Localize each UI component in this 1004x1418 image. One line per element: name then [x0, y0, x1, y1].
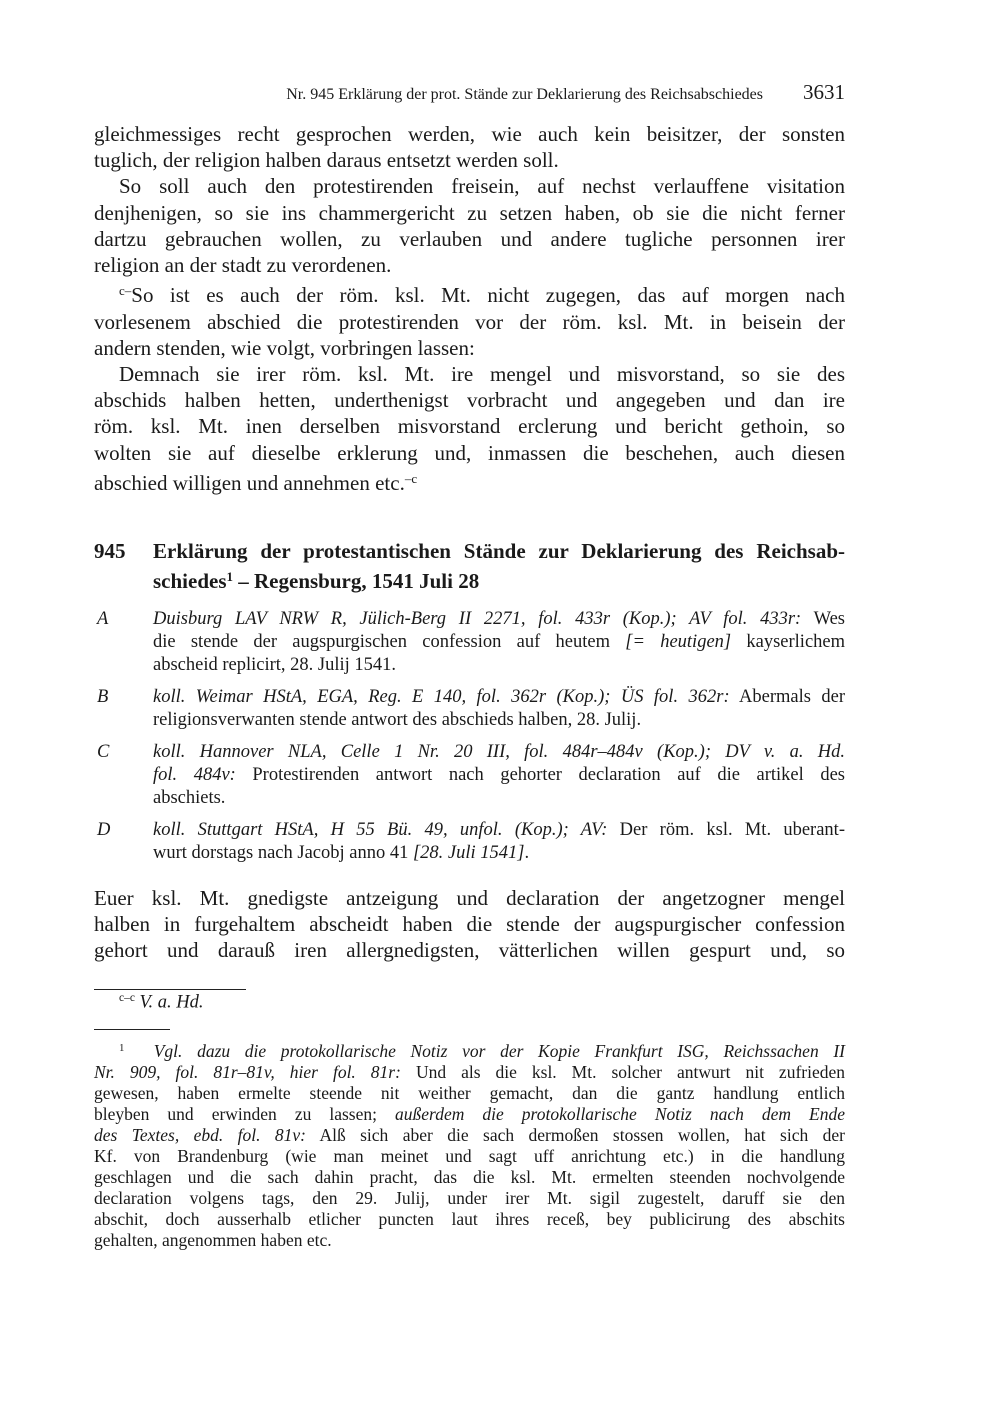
text-line — [94, 1209, 845, 1230]
page-number: 3631 — [803, 80, 845, 104]
text-line — [94, 200, 845, 226]
paragraph — [94, 173, 845, 278]
footnote-1 — [94, 1038, 845, 1251]
footnote-text: V. a. Hd. — [139, 992, 204, 1013]
document-heading — [94, 538, 845, 594]
text-segment: wolten sie auf dieselbe erklerung und, inmassen die beschehen, auch diesen — [94, 440, 845, 465]
running-head — [94, 80, 845, 108]
text-segment: religionsverwanten stende antwort des abschieds halben, 28. Julij. — [153, 710, 642, 730]
text-segment: abscheid replicirt, 28. Julij 1541. — [153, 655, 397, 675]
footnote-mark: c–c — [119, 992, 135, 1004]
source-entry — [94, 819, 845, 865]
source-siglum: D — [97, 820, 111, 840]
source-siglum: A — [97, 609, 109, 629]
text-line — [94, 252, 845, 278]
text-segment: Duisburg LAV NRW R, Jülich-Berg II 2271, fol. 433r (Kop.); AV fol. 433r: — [153, 609, 802, 629]
text-line — [94, 121, 845, 147]
text-segment: gewesen, haben ermelte steende nit weither gemacht, dan die gantz handlung entlich — [94, 1082, 845, 1103]
text-segment: geschlagen und die sach dahin pracht, das die ksl. Mt. ermelten steenden nochvolgende — [94, 1166, 845, 1187]
text-segment: denjhenigen, so sie ins chammergericht zu setzen haben, ob sie die nicht ferner — [94, 200, 845, 225]
text-segment: – Regensburg, 1541 Juli 28 — [233, 569, 480, 594]
source-entry — [94, 608, 845, 677]
source-description — [153, 686, 845, 732]
text-line — [94, 1062, 845, 1083]
text-line — [94, 226, 845, 252]
footnote-divider — [94, 989, 246, 990]
text-line — [153, 764, 845, 787]
text-segment: Alß sich aber die sach dermoßen stossen wollen, hat sich der — [306, 1124, 845, 1145]
text-line — [153, 741, 845, 764]
superscript-mark: c– — [119, 283, 132, 299]
text-line — [153, 631, 845, 654]
text-line — [94, 1038, 845, 1062]
text-segment: fol. 484v: — [153, 765, 236, 785]
text-segment: gehalten, angenommen haben etc. — [94, 1229, 332, 1250]
text-segment: koll. Hannover NLA, Celle 1 Nr. 20 III, fol. 484r–484v (Kop.); DV v. a. Hd. — [153, 742, 845, 762]
text-line — [94, 937, 845, 963]
text-segment: Nr. 909, fol. 81r–81v, hier fol. 81r: — [94, 1061, 401, 1082]
text-line — [94, 1230, 845, 1251]
text-segment: gehort und darauß iren allergnedigsten, vätterlichen willen gespurt und, so — [94, 938, 845, 963]
text-line — [94, 1146, 845, 1167]
text-segment: bleyben und erwinden zu lassen; — [94, 1103, 396, 1124]
text-line — [94, 413, 845, 439]
text-segment: [28. Juli 1541] — [412, 843, 525, 863]
source-list — [94, 608, 845, 874]
text-line — [94, 911, 845, 937]
text-segment: vorlesenem abschied die protestirenden vor der röm. ksl. Mt. in beisein der — [94, 309, 845, 334]
text-segment: Erklärung der protestantischen Stände zur Deklarierung des Reichsab- — [153, 539, 845, 563]
text-segment: röm. ksl. Mt. inen derselben misvorstand erclerung und bericht gethoin, so — [94, 414, 845, 439]
source-description — [153, 819, 845, 865]
text-segment: halben in furgehaltem abscheidt haben die stende der augspurgischer confession — [94, 912, 845, 937]
text-segment: [= heutigen] — [625, 632, 732, 652]
text-segment: Abermals der — [729, 687, 845, 707]
text-line — [153, 654, 845, 677]
text-segment: gleichmessiges recht gesprochen werden, wie auch kein beisitzer, der sonsten — [94, 122, 845, 146]
text-segment: Wes — [801, 609, 845, 629]
text-line — [94, 466, 845, 496]
paragraph — [94, 361, 845, 496]
source-description — [153, 608, 845, 677]
text-segment: koll. Weimar HStA, EGA, Reg. E 140, fol. 362r (Kop.); ÜS fol. 362r: — [153, 687, 730, 707]
text-segment: wurt dorstags nach Jacobj anno 41 — [153, 843, 413, 863]
text-segment: Und als die ksl. Mt. solcher antwurt nit zufrieden — [400, 1061, 845, 1082]
text-segment: Kf. von Brandenburg (wie man meinet und sagt uff anrichtung etc.) in die handlung — [94, 1145, 845, 1166]
text-segment: kayserlichem — [731, 632, 846, 652]
text-segment — [124, 1041, 153, 1061]
text-line — [153, 564, 845, 594]
text-segment: declaration volgens tags, den 29. Julij, under irer Mt. sigil zugestelt, daruff sie den — [94, 1187, 845, 1208]
text-line — [153, 709, 845, 732]
text-line — [94, 387, 845, 413]
text-segment: abschit, doch ausserhalb etlicher puncten laut ihres receß, bey publicirung des abschits — [94, 1208, 845, 1229]
text-segment: So soll auch den protestirenden freisein, auf nechst verlauffene visitation — [119, 174, 845, 199]
document-title — [153, 538, 845, 594]
text-segment: andern stenden, wie volgt, vorbringen lassen: — [94, 335, 475, 360]
text-segment: Demnach sie irer röm. ksl. Mt. ire mengel und misvorstand, so sie des — [119, 361, 845, 386]
text-segment: So ist es auch der röm. ksl. Mt. nicht zugegen, das auf morgen nach — [131, 283, 845, 308]
text-segment: Der röm. ksl. Mt. uberant- — [607, 820, 845, 840]
text-line — [94, 1083, 845, 1104]
text-segment: schiedes — [153, 569, 227, 594]
paragraph — [94, 278, 845, 361]
text-segment: Protestirenden antwort nach gehorter declaration auf die artikel des — [235, 765, 845, 785]
source-siglum: B — [97, 687, 109, 707]
source-siglum: C — [97, 742, 110, 762]
footnote-c — [94, 992, 203, 1013]
text-segment: koll. Stuttgart HStA, H 55 Bü. 49, unfol. (Kop.); AV: — [153, 820, 608, 840]
source-entry — [94, 741, 845, 810]
source-description — [153, 741, 845, 810]
text-line — [94, 278, 845, 308]
text-segment: Euer ksl. Mt. gnedigste antzeigung und declaration der angetzogner mengel — [94, 886, 845, 910]
text-segment: des Textes, ebd. fol. 81v: — [94, 1124, 307, 1145]
running-title: Nr. 945 Erklärung der prot. Stände zur Deklarierung des Reichsabschiedes — [286, 86, 763, 103]
text-segment: dartzu gebrauchen wollen, zu verlauben und andere tugliche personnen irer — [94, 226, 845, 251]
text-line — [94, 361, 845, 387]
footnote-divider — [94, 1029, 170, 1030]
text-segment: religion an der stadt zu verordenen. — [94, 253, 392, 278]
document-number: 945 — [94, 539, 126, 563]
superscript-mark: 1 — [226, 569, 234, 584]
paragraph — [94, 121, 845, 173]
paragraph — [94, 885, 845, 964]
text-segment: Vgl. dazu die protokollarische Notiz vor der Kopie Frankfurt ISG, Reichssachen II — [153, 1040, 846, 1061]
text-segment: . — [524, 843, 530, 863]
text-line — [94, 173, 845, 199]
body-text-main — [94, 885, 845, 964]
text-segment: abschids halben hetten, underthenigst vorbracht und angegeben und dan ire — [94, 388, 845, 413]
text-line — [94, 335, 845, 361]
text-segment: abschiets. — [153, 788, 226, 808]
text-segment: tuglich, der religion halben daraus entsetzt werden soll. — [94, 148, 559, 173]
text-line — [94, 1104, 845, 1125]
text-line — [94, 440, 845, 466]
text-line — [94, 1188, 845, 1209]
text-line — [153, 787, 845, 810]
text-line — [94, 885, 845, 911]
body-text-top — [94, 121, 845, 496]
source-entry — [94, 686, 845, 732]
text-segment: außerdem die protokollarische Notiz nach dem Ende — [395, 1103, 845, 1124]
text-line — [153, 819, 845, 842]
text-segment: die stende der augspurgischen confession auf heutem — [153, 632, 626, 652]
text-line — [94, 147, 845, 173]
text-line — [153, 842, 845, 865]
superscript-mark: 1 — [119, 1042, 125, 1054]
text-line — [94, 1167, 845, 1188]
text-line — [94, 309, 845, 335]
text-line — [153, 608, 845, 631]
superscript-mark: –c — [404, 470, 418, 486]
text-segment: abschied willigen und annehmen etc. — [94, 470, 405, 495]
text-line — [153, 538, 845, 564]
text-line — [94, 1125, 845, 1146]
text-line — [153, 686, 845, 709]
